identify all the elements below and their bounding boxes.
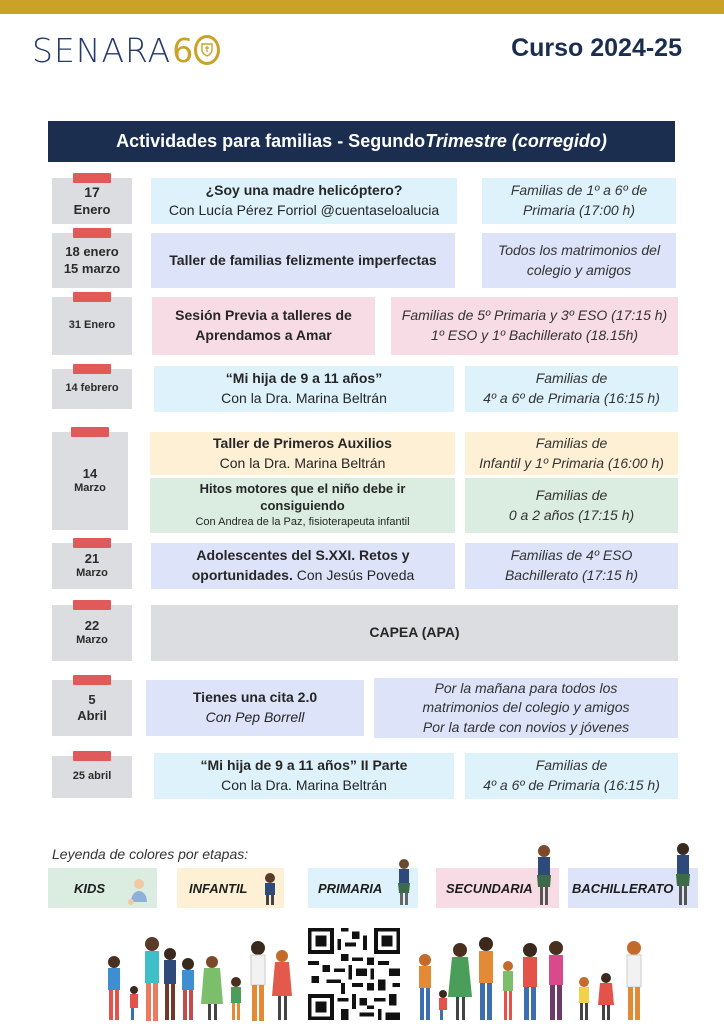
calendar-tab bbox=[73, 751, 111, 761]
calendar-tab bbox=[71, 427, 109, 437]
activity-box: Hitos motores que el niño debe ir consiguiendo Con Andrea de la Paz, fisioterapeuta infantil bbox=[150, 478, 455, 533]
activity-box: “Mi hija de 9 a 11 años” Con la Dra. Marina Beltrán bbox=[154, 366, 454, 412]
audience-box: Familias de 4º ESO Bachillerato (17:15 h) bbox=[465, 543, 678, 589]
date-card: 22 Marzo bbox=[52, 605, 132, 661]
legend-title: Leyenda de colores por etapas: bbox=[52, 846, 249, 862]
schoolgirl-icon bbox=[396, 858, 412, 906]
legend-item-secundaria: SECUNDARIA bbox=[436, 868, 559, 908]
course-title: Curso 2024-25 bbox=[511, 34, 682, 62]
audience-box: Familias de 5º Primaria y 3º ESO (17:15 h) 1º ESO y 1º Bachillerato (18.15h) bbox=[391, 297, 678, 355]
calendar-tab bbox=[73, 600, 111, 610]
date-card: 25 abril bbox=[52, 756, 132, 798]
calendar-tab bbox=[73, 228, 111, 238]
senara-logo: SENARA 6 bbox=[32, 30, 220, 70]
child-icon bbox=[262, 872, 278, 906]
date-card: 21 Marzo bbox=[52, 543, 132, 589]
teen-girl-icon bbox=[535, 844, 553, 906]
baby-icon bbox=[125, 876, 151, 906]
date-card: 14 febrero bbox=[52, 369, 132, 409]
activity-box: Adolescentes del S.XXI. Retos y oportunidades. Con Jesús Poveda bbox=[151, 543, 455, 589]
audience-box: Todos los matrimonios del colegio y amigos bbox=[482, 233, 676, 288]
student-girl-icon bbox=[674, 842, 692, 906]
calendar-tab bbox=[73, 364, 111, 374]
page-banner: Actividades para familias - Segundo Trimestre (corregido) bbox=[48, 121, 675, 162]
legend-item-infantil: INFANTIL bbox=[177, 868, 284, 908]
date-card: 14 Marzo bbox=[52, 432, 128, 530]
calendar-tab bbox=[73, 675, 111, 685]
calendar-tab bbox=[73, 292, 111, 302]
activity-box: ¿Soy una madre helicóptero? Con Lucía Pérez Forriol @cuentaseloalucia bbox=[151, 178, 457, 224]
audience-box: Familias de 0 a 2 años (17:15 h) bbox=[465, 478, 678, 533]
audience-box: Familias de Infantil y 1º Primaria (16:00 h) bbox=[465, 432, 678, 475]
audience-box: Familias de 4º a 6º de Primaria (16:15 h) bbox=[465, 366, 678, 412]
calendar-tab bbox=[73, 538, 111, 548]
date-card: 31 Enero bbox=[52, 297, 132, 355]
qr-code[interactable] bbox=[306, 928, 402, 1020]
activity-box: Taller de familias felizmente imperfectas bbox=[151, 233, 455, 288]
activity-box: “Mi hija de 9 a 11 años” II Parte Con la Dra. Marina Beltrán bbox=[154, 753, 454, 799]
date-card: 5 Abril bbox=[52, 680, 132, 736]
activity-box: Taller de Primeros Auxilios Con la Dra. Marina Beltrán bbox=[150, 432, 455, 475]
activity-box: Tienes una cita 2.0 Con Pep Borrell bbox=[146, 680, 364, 736]
date-card: 17 Enero bbox=[52, 178, 132, 224]
activity-box: Sesión Previa a talleres de Aprendamos a Amar bbox=[152, 297, 375, 355]
family-group-right bbox=[419, 937, 641, 1020]
crest-icon bbox=[194, 35, 220, 65]
calendar-tab bbox=[73, 173, 111, 183]
legend-item-primaria: PRIMARIA bbox=[308, 868, 418, 908]
activity-box: CAPEA (APA) bbox=[151, 605, 678, 661]
top-gold-bar bbox=[0, 0, 724, 14]
audience-box: Familias de 4º a 6º de Primaria (16:15 h) bbox=[465, 753, 678, 799]
legend-item-kids: KIDS bbox=[48, 868, 157, 908]
legend-item-bachillerato: BACHILLERATO bbox=[568, 868, 698, 908]
date-card: 18 enero 15 marzo bbox=[52, 233, 132, 288]
audience-box: Familias de 1º a 6º de Primaria (17:00 h) bbox=[482, 178, 676, 224]
family-group-left bbox=[108, 937, 292, 1021]
audience-box: Por la mañana para todos los matrimonios del colegio y amigos Por la tarde con novios y jóvenes bbox=[374, 678, 678, 738]
